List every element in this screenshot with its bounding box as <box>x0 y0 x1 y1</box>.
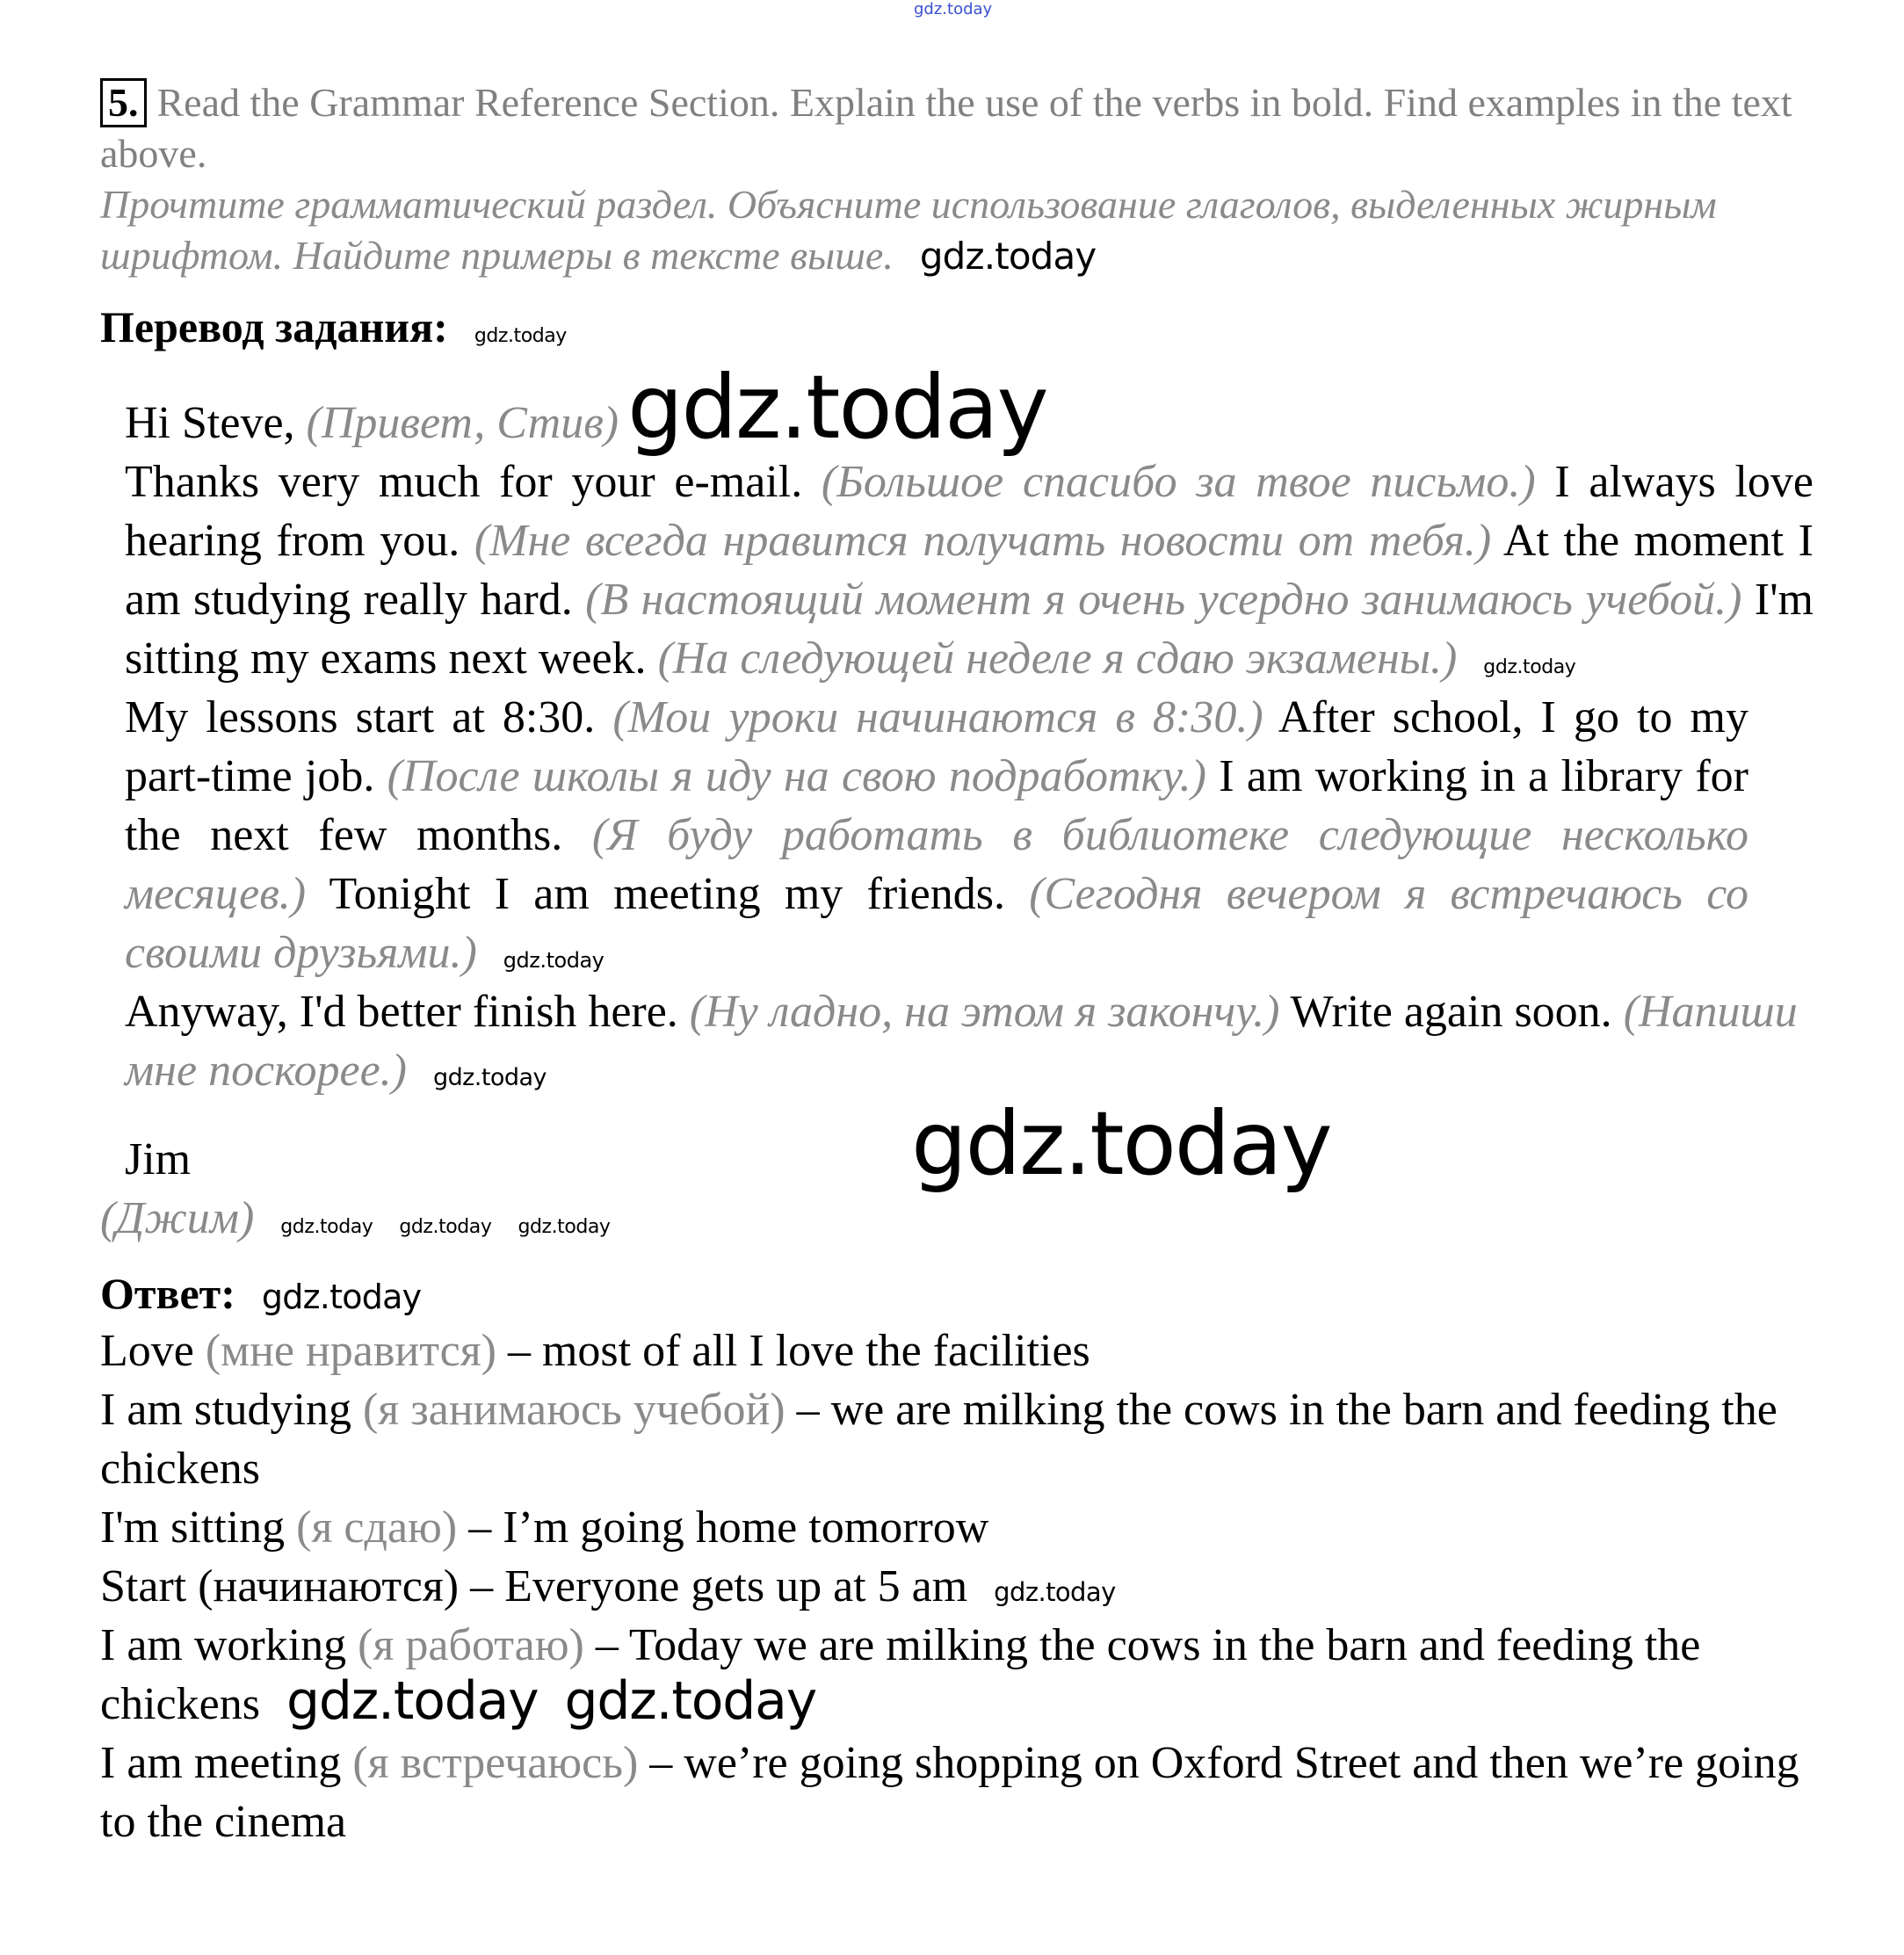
watermark: gdz.today <box>280 1216 373 1238</box>
task-text-ru: Прочтите грамматический раздел. Объясните использование глаголов, выделенных жирным шрифтом. Найдите примеры в тексте выше. <box>100 182 1717 278</box>
watermark: gdz.today <box>261 1278 422 1316</box>
sentence-ru: (Мне всегда нравится получать новости от тебя.) <box>474 516 1492 566</box>
answer-ru: (я сдаю) <box>296 1502 458 1553</box>
letter-greeting <box>125 356 1814 459</box>
sentence-en: Write again soon. <box>1290 987 1612 1037</box>
task-instructions <box>100 77 1796 281</box>
answer-example: – Today we are milking the cows in the barn and feeding the chickens <box>100 1620 1701 1729</box>
greeting-en: Hi Steve, <box>125 398 295 448</box>
answer-example: – I’m going home tomorrow <box>468 1502 989 1553</box>
sentence-en: Anyway, I'd better finish here. <box>125 987 678 1037</box>
watermark: gdz.today <box>919 235 1097 278</box>
sentence-ru: (Большое спасибо за твое письмо.) <box>821 457 1536 507</box>
letter <box>100 356 1814 1248</box>
letter-paragraph-1 <box>125 453 1814 688</box>
answer-verb: I am working <box>100 1620 347 1670</box>
watermark: gdz.today <box>399 1216 492 1238</box>
answer-ru: (мне нравится) <box>205 1326 496 1376</box>
sentence-ru: (Ну ладно, на этом я закончу.) <box>689 987 1280 1037</box>
answer-item <box>100 1321 1814 1380</box>
answer-list <box>100 1321 1814 1851</box>
answer-ru: (я занимаюсь учебой) <box>362 1385 785 1435</box>
watermark: gdz.today <box>518 1216 611 1238</box>
answer-verb: I am studying <box>100 1385 351 1435</box>
answer-verb: I am meeting <box>100 1738 342 1788</box>
sentence-ru: (В настоящий момент я очень усердно занимаюсь учебой.) <box>585 575 1742 625</box>
answer-ru: (я встречаюсь) <box>352 1738 639 1788</box>
sentence-ru: (На следующей неделе я сдаю экзамены.) <box>657 634 1458 684</box>
answer-item <box>100 1734 1814 1851</box>
watermark: gdz.today <box>286 1670 539 1732</box>
watermark: gdz.today <box>564 1670 817 1732</box>
sentence-ru: (После школы я иду на свою подработку.) <box>387 751 1206 801</box>
watermark: gdz.today <box>432 1064 547 1091</box>
translation-heading <box>100 299 1814 355</box>
signature-en: Jim <box>125 1134 192 1184</box>
watermark: gdz.today <box>911 1092 1331 1195</box>
answer-verb: Love <box>100 1326 194 1376</box>
answer-example: – we’re going shopping on Oxford Street and then we’re going to the cinema <box>100 1738 1799 1847</box>
answer-example: – most of all I love the facilities <box>507 1326 1090 1376</box>
signature-ru: (Джим) <box>100 1193 255 1243</box>
greeting-ru: (Привет, Стив) <box>306 398 619 448</box>
answer-ru: (начинаются) <box>198 1561 460 1611</box>
watermark: gdz.today <box>503 948 605 973</box>
answer-item <box>100 1380 1814 1498</box>
answer-item <box>100 1498 1814 1557</box>
letter-paragraph-3 <box>125 982 1814 1100</box>
sentence-en: My lessons start at 8:30. <box>125 692 596 742</box>
sentence-en: Thanks very much for your e-mail. <box>125 457 803 507</box>
answer-example: – Everyone gets up at 5 am <box>470 1561 968 1611</box>
task-text-en: Read the Grammar Reference Section. Explain the use of the verbs in bold. Find examples in the text above. <box>100 80 1792 176</box>
answer-item <box>100 1557 1814 1616</box>
answer-ru: (я работаю) <box>358 1620 584 1670</box>
answer-example: – we are milking the cows in the barn and feeding the chickens <box>100 1385 1777 1494</box>
watermark: gdz.today <box>627 356 1047 459</box>
watermark: gdz.today <box>474 325 567 347</box>
sentence-ru: (Я буду работать в библиотеке следующие несколько месяцев.) <box>125 810 1748 919</box>
answer-heading <box>100 1265 1814 1321</box>
translation-heading-text: Перевод задания: <box>100 302 448 351</box>
sentence-ru: (Мои уроки начинаются в 8:30.) <box>612 692 1263 742</box>
signature-line <box>125 1092 1814 1195</box>
answer-verb: Start <box>100 1561 187 1611</box>
sentence-en: I'm sitting my exams next week. <box>125 575 1814 684</box>
watermark: gdz.today <box>914 0 993 18</box>
sentence-ru: (Сегодня вечером я встречаюсь со своими друзьями.) <box>125 869 1749 978</box>
sentence-en: Tonight I am meeting my friends. <box>329 869 1005 919</box>
letter-paragraph-2 <box>125 688 1748 982</box>
task-number: 5. <box>100 78 147 127</box>
sentence-en: At the moment I am studying really hard. <box>125 516 1814 625</box>
watermark: gdz.today <box>1483 656 1576 678</box>
answer-verb: I'm sitting <box>100 1502 286 1553</box>
signature-ru-line <box>100 1189 1814 1248</box>
watermark: gdz.today <box>994 1577 1116 1607</box>
sentence-en: I always love hearing from you. <box>125 457 1814 566</box>
sentence-ru: (Напиши мне поскорее.) <box>125 987 1798 1096</box>
answer-heading-text: Ответ: <box>100 1269 235 1318</box>
sentence-en: After school, I go to my part-time job. <box>125 692 1748 801</box>
sentence-en: I am working in a library for the next few months. <box>125 751 1748 860</box>
answer-item <box>100 1616 1814 1734</box>
